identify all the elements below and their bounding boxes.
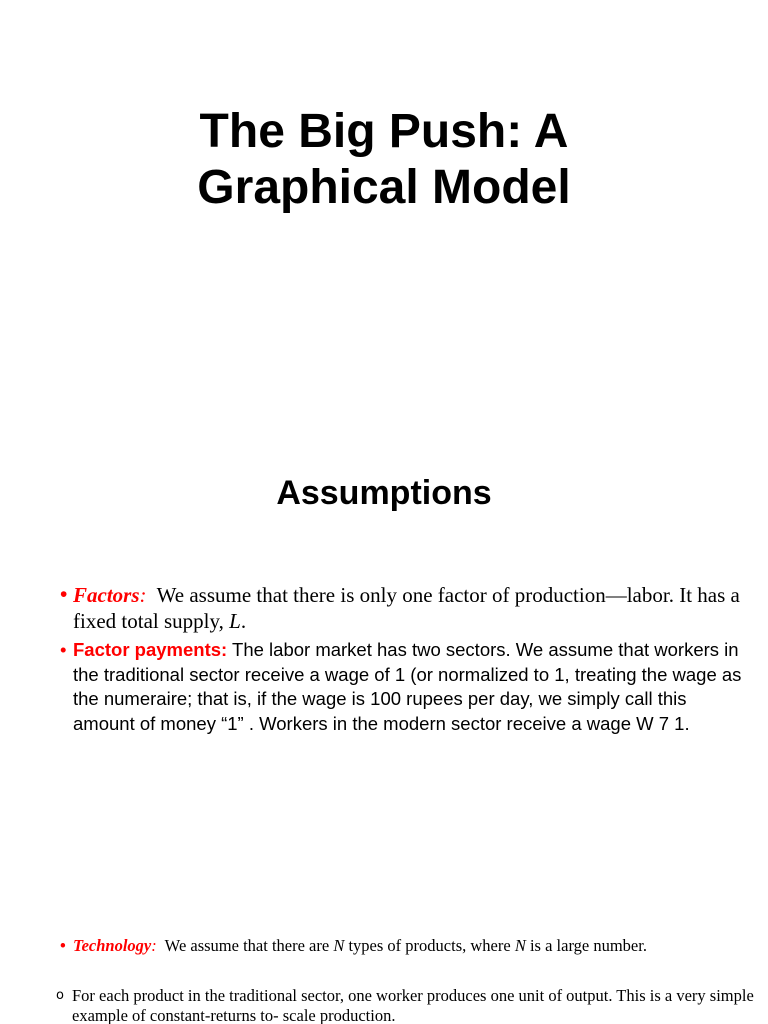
factors-text: We assume that there is only one factor of production—labor. It has a fixed total supply,	[73, 583, 746, 633]
bullet-technology-body	[60, 936, 750, 956]
bullet-payments-body	[60, 638, 750, 736]
sub-bullet-text: For each product in the traditional sector, one worker produces one unit of output. This is a very simple example of constant-returns to- scale production.	[72, 986, 754, 1024]
assumptions-slide	[0, 360, 768, 920]
sub-bullet-marker: o	[56, 988, 64, 1003]
factors-label: Factors	[73, 583, 140, 607]
technology-text-a: We assume that there are	[156, 936, 334, 955]
factors-text-end: .	[240, 609, 247, 633]
factor-payments-text: The labor market has two sectors. We assume that workers in the traditional sector receive a wage of 1 (or normalized to 1, treating the wage as the numeraire; that is, if the wage is 100 rupees per day, we simply call this amount of money “1” . Workers in the modern sector receive a wage W 7 1.	[73, 639, 742, 734]
bullet-technology	[60, 936, 750, 956]
technology-variable-n-2: N	[514, 936, 526, 955]
factor-payments-label: Factor payments:	[73, 639, 228, 660]
technology-label-colon: :	[151, 936, 157, 955]
bullet-marker: •	[60, 937, 66, 955]
title-line-2: Graphical Model	[197, 161, 571, 214]
technology-label: Technology	[73, 936, 152, 955]
bullet-factor-payments	[60, 638, 750, 736]
factors-label-colon: :	[139, 583, 147, 607]
technology-text-b: types of products, where	[344, 936, 515, 955]
assumptions-heading: Assumptions	[276, 474, 492, 512]
bullet-factors	[60, 582, 750, 634]
title-slide	[0, 0, 768, 360]
technology-text-c: is a large number.	[525, 936, 647, 955]
technology-slide	[0, 920, 768, 1024]
bullet-factors-body	[60, 582, 750, 634]
technology-variable-n: N	[333, 936, 345, 955]
title-line-1: The Big Push: A	[199, 105, 569, 158]
sub-bullet-traditional-sector	[56, 986, 756, 1024]
factors-variable: L	[229, 609, 241, 633]
bullet-marker: •	[60, 583, 68, 606]
slide-title	[0, 104, 768, 216]
bullet-marker: •	[60, 639, 67, 660]
